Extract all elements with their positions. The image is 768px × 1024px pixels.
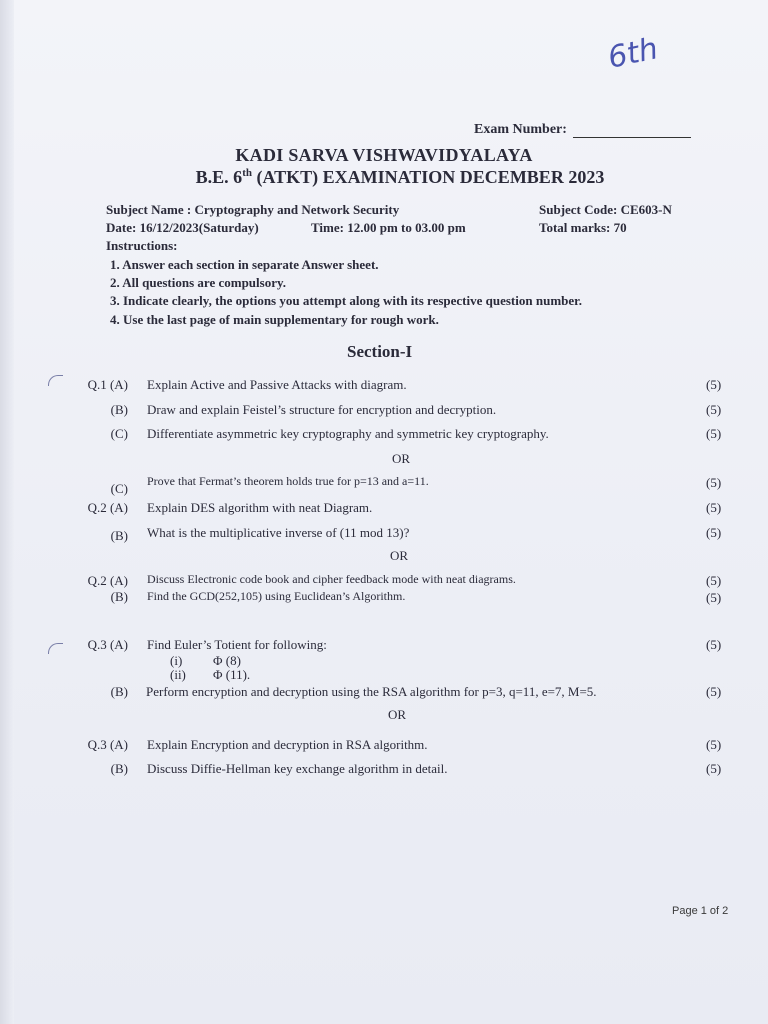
question-marks: (5) (706, 377, 722, 392)
exam-date: Date: 16/12/2023(Saturday) (106, 220, 259, 235)
question-marks: (5) (706, 475, 722, 490)
question-number: Q.3 (A) (87, 737, 128, 752)
question-marks: (5) (706, 402, 722, 417)
question-number: (B) (110, 684, 128, 699)
or-separator: OR (392, 451, 411, 466)
exam-time: Time: 12.00 pm to 03.00 pm (311, 220, 466, 235)
totient-item-label: (i) (170, 653, 183, 668)
question-text: Find the GCD(252,105) using Euclidean’s Algorithm. (147, 589, 406, 603)
subject-name: Subject Name : Cryptography and Network Security (106, 202, 400, 217)
question-marks: (5) (706, 573, 722, 588)
question-number: (C) (110, 426, 128, 441)
or-separator: OR (388, 707, 407, 722)
question-text: What is the multiplicative inverse of (11 mod 13)? (147, 525, 410, 540)
question-marks: (5) (706, 737, 722, 752)
margin-tick-mark (48, 375, 63, 386)
question-marks: (5) (706, 590, 722, 605)
question-text: Perform encryption and decryption using the RSA algorithm for p=3, q=11, e=7, M=5. (146, 684, 597, 699)
total-marks: Total marks: 70 (539, 220, 627, 235)
question-text: Prove that Fermat’s theorem holds true for p=13 and a=11. (147, 474, 429, 488)
or-separator: OR (390, 548, 409, 563)
exam-number-blank (573, 125, 691, 138)
instruction-item: 2. All questions are compulsory. (110, 275, 287, 290)
question-marks: (5) (706, 761, 722, 776)
university-name: KADI SARVA VISHWAVIDYALAYA (235, 145, 533, 165)
section-title: Section-I (347, 342, 413, 361)
totient-item-value: Φ (11). (213, 667, 251, 682)
instructions-label: Instructions: (106, 238, 178, 253)
handwritten-note: 6th (604, 31, 661, 76)
question-marks: (5) (706, 684, 722, 699)
question-number: (B) (110, 761, 128, 776)
question-number: (B) (110, 589, 128, 604)
question-text: Explain Encryption and decryption in RSA algorithm. (147, 737, 428, 752)
question-marks: (5) (706, 637, 722, 652)
question-number: Q.2 (A) (87, 573, 128, 588)
question-text: Explain DES algorithm with neat Diagram. (147, 500, 373, 515)
question-marks: (5) (706, 500, 722, 515)
question-number: (B) (110, 402, 128, 417)
question-text: Differentiate asymmetric key cryptography and symmetric key cryptography. (147, 426, 549, 441)
question-number: (B) (110, 528, 128, 543)
question-number: Q.2 (A) (87, 500, 128, 515)
exam-number-field (474, 122, 691, 138)
instruction-item: 4. Use the last page of main supplementary for rough work. (110, 312, 439, 327)
exam-number-label: Exam Number: (474, 122, 567, 137)
question-text: Discuss Electronic code book and cipher feedback mode with neat diagrams. (147, 572, 516, 586)
instruction-item: 3. Indicate clearly, the options you attempt along with its respective question number. (110, 293, 582, 308)
totient-item-label: (ii) (170, 667, 186, 682)
exam-title: B.E. 6th (ATKT) EXAMINATION DECEMBER 2023 (195, 167, 605, 187)
page-number: Page 1 of 2 (672, 905, 729, 917)
question-text: Find Euler’s Totient for following: (147, 637, 327, 652)
question-marks: (5) (706, 426, 722, 441)
question-text: Discuss Diffie-Hellman key exchange algorithm in detail. (147, 761, 448, 776)
margin-tick-mark (48, 643, 63, 654)
question-marks: (5) (706, 525, 722, 540)
question-number: Q.1 (A) (87, 377, 128, 392)
question-text: Draw and explain Feistel’s structure for encryption and decryption. (147, 402, 497, 417)
question-number: Q.3 (A) (87, 637, 128, 652)
question-text: Explain Active and Passive Attacks with diagram. (147, 377, 407, 392)
question-number: (C) (110, 481, 128, 496)
subject-code: Subject Code: CE603-N (539, 202, 672, 217)
instruction-item: 1. Answer each section in separate Answer sheet. (110, 257, 379, 272)
totient-item-value: Φ (8) (213, 653, 241, 668)
